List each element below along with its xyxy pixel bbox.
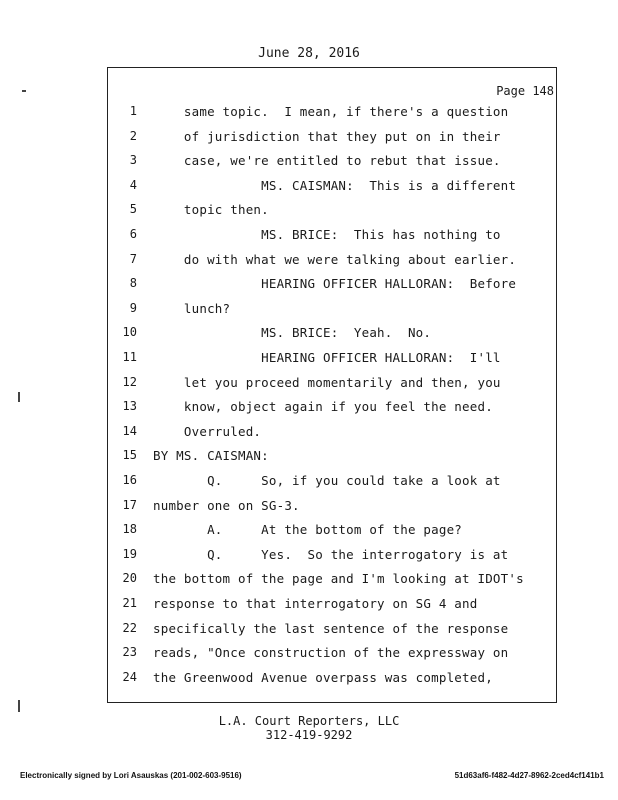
transcript-line: MS. BRICE: This has nothing to (153, 227, 501, 242)
line-number: 12 (122, 375, 137, 389)
transcript-line: response to that interrogatory on SG 4 and (153, 596, 478, 611)
line-number: 17 (122, 498, 137, 512)
line-number: 9 (129, 301, 137, 315)
transcript-line: MS. BRICE: Yeah. No. (153, 325, 432, 340)
transcript-line: A. At the bottom of the page? (153, 522, 463, 537)
transcript-line: do with what we were talking about earlier. (153, 252, 517, 267)
transcript-line: the bottom of the page and I'm looking at IDOT's (153, 571, 524, 586)
transcript-line: BY MS. CAISMAN: (153, 448, 269, 463)
line-number: 8 (129, 276, 137, 290)
transcript-line: let you proceed momentarily and then, you (153, 375, 501, 390)
transcript-line: Q. So, if you could take a look at (153, 473, 501, 488)
electronic-signature: Electronically signed by Lori Asauskas (201-002-603-9516) (20, 771, 242, 780)
line-number: 21 (122, 596, 137, 610)
line-number: 5 (129, 202, 137, 216)
line-number: 2 (129, 129, 137, 143)
line-number: 13 (122, 399, 137, 413)
line-number: 15 (122, 448, 137, 462)
transcript-line: MS. CAISMAN: This is a different (153, 178, 517, 193)
transcript-date: June 28, 2016 (258, 46, 360, 61)
transcript-line: HEARING OFFICER HALLORAN: Before (153, 276, 517, 291)
transcript-line: topic then. (153, 202, 269, 217)
transcript-line: lunch? (153, 301, 231, 316)
line-number: 11 (122, 350, 137, 364)
scan-mark (18, 392, 20, 402)
line-number: 19 (122, 547, 137, 561)
transcript-line: number one on SG-3. (153, 498, 300, 513)
transcript-line: know, object again if you feel the need. (153, 399, 493, 414)
transcript-line: reads, "Once construction of the expressway on (153, 645, 509, 660)
scan-mark (18, 700, 20, 712)
line-number: 14 (122, 424, 137, 438)
line-number: 16 (122, 473, 137, 487)
transcript-line: HEARING OFFICER HALLORAN: I'll (153, 350, 501, 365)
line-number: 23 (122, 645, 137, 659)
line-number: 18 (122, 522, 137, 536)
line-number: 10 (122, 325, 137, 339)
transcript-line: specifically the last sentence of the response (153, 621, 509, 636)
footer (0, 714, 618, 742)
court-reporter-name: L.A. Court Reporters, LLC (218, 714, 400, 728)
line-number: 7 (129, 252, 137, 266)
transcript-line: the Greenwood Avenue overpass was completed, (153, 670, 493, 685)
document-id: 51d63af6-f482-4d27-8962-2ced4cf141b1 (454, 771, 604, 780)
line-number: 1 (129, 104, 137, 118)
transcript-line: Overruled. (153, 424, 262, 439)
court-reporter-phone: 312-419-9292 (265, 728, 353, 742)
transcript-line: case, we're entitled to rebut that issue. (153, 153, 501, 168)
page-label: Page 148 (496, 84, 554, 98)
transcript-line: Q. Yes. So the interrogatory is at (153, 547, 509, 562)
line-number: 20 (122, 571, 137, 585)
transcript-line: of jurisdiction that they put on in their (153, 129, 501, 144)
line-number: 4 (129, 178, 137, 192)
transcript-line: same topic. I mean, if there's a question (153, 104, 509, 119)
scan-mark (22, 90, 26, 92)
line-number: 24 (122, 670, 137, 684)
line-number: 6 (129, 227, 137, 241)
line-number: 22 (122, 621, 137, 635)
line-number: 3 (129, 153, 137, 167)
